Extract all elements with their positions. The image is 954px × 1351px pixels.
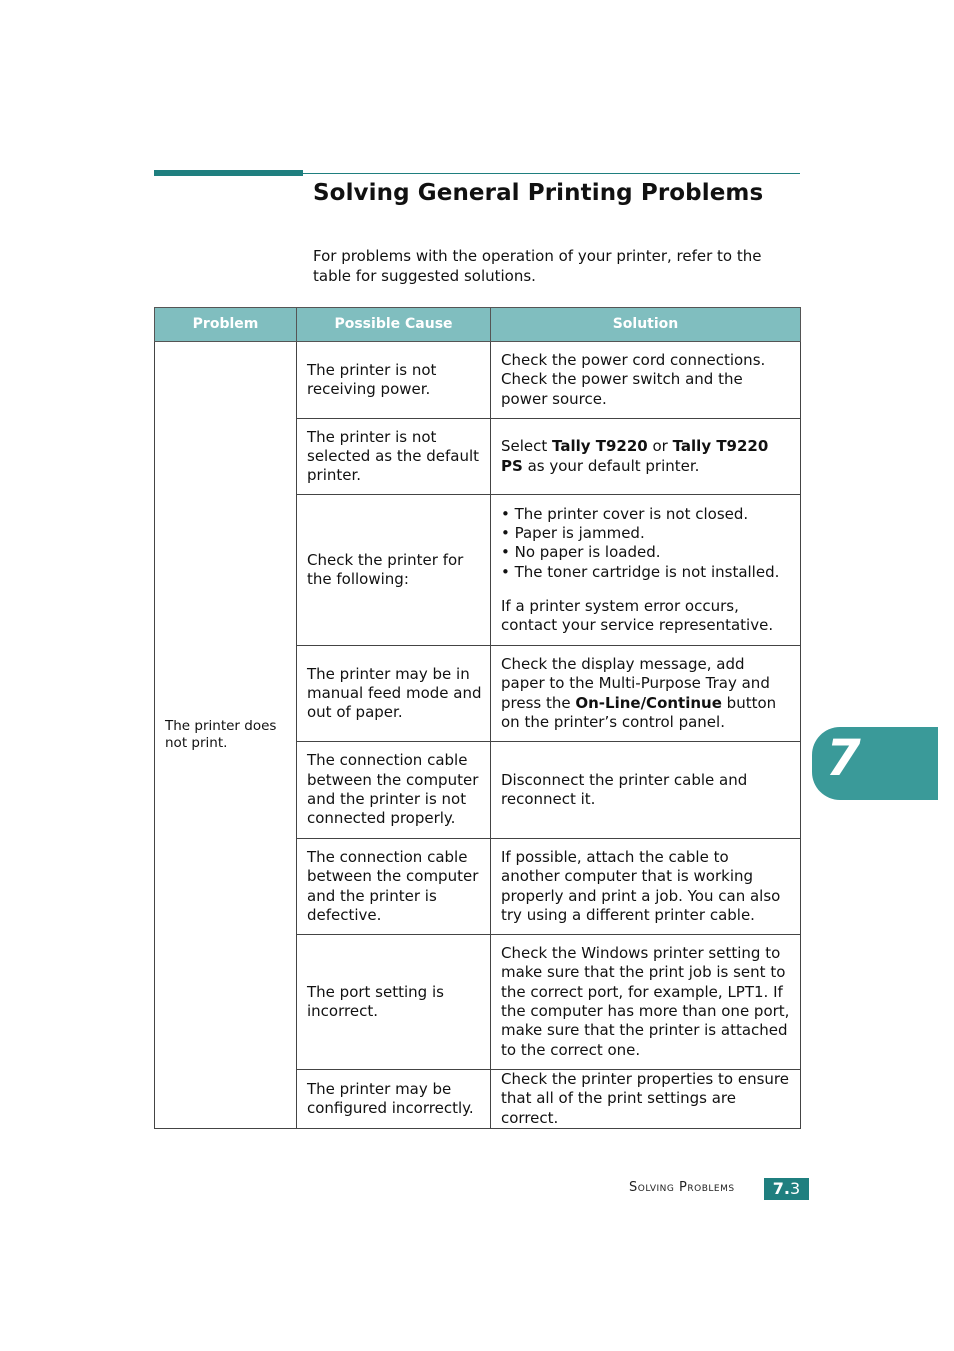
product-name: Tally T9220 PS <box>501 437 769 475</box>
cause-cell: The connection cable between the computer and the printer is not connected properly. <box>297 742 491 839</box>
table-header-row <box>155 308 801 342</box>
title-rule-thin <box>303 173 800 174</box>
page-minor: 3 <box>790 1179 801 1198</box>
chapter-tab <box>812 727 938 800</box>
intro-paragraph: For problems with the operation of your printer, refer to the table for suggested solutions. <box>313 247 762 285</box>
solution-text: or <box>647 437 673 456</box>
solution-note: If a printer system error occurs, contact your service representative. <box>501 596 774 635</box>
cause-cell: The printer is not selected as the default printer. <box>297 419 491 495</box>
bullet-item: • No paper is loaded. <box>501 543 661 562</box>
chapter-number: 7 <box>826 729 861 787</box>
header-possible-cause: Possible Cause <box>297 308 491 342</box>
footer-page-number <box>764 1178 809 1200</box>
troubleshooting-table <box>154 307 801 1129</box>
solution-text: Check the display message, add paper to the Multi-Purpose Tray and press the <box>501 654 770 712</box>
page-major: 7. <box>772 1179 791 1198</box>
solution-cell: Check the printer properties to ensure that all of the print settings are correct. <box>491 1070 801 1129</box>
button-name: On-Line/Continue <box>575 693 722 712</box>
solution-text: button on the printer’s control panel. <box>501 693 777 731</box>
cause-cell: The printer may be in manual feed mode and out of paper. <box>297 646 491 742</box>
cause-cell: The printer is not receiving power. <box>297 342 491 419</box>
solution-cell: If possible, attach the cable to another computer that is working properly and print a job. You can also try using a different printer cable. <box>491 839 801 935</box>
bullet-item: • The toner cartridge is not installed. <box>501 562 780 581</box>
cause-cell: The port setting is incorrect. <box>297 935 491 1070</box>
solution-cell: Disconnect the printer cable and reconnect it. <box>491 742 801 839</box>
page-title: Solving General Printing Problems <box>313 180 764 206</box>
header-problem: Problem <box>155 308 297 342</box>
solution-cell <box>491 419 801 495</box>
solution-text: Select <box>501 437 553 456</box>
footer-section-label: Solving Problems <box>629 1180 735 1195</box>
solution-cell <box>491 495 801 646</box>
problem-cell: The printer does not print. <box>155 342 297 1129</box>
product-name: Tally T9220 <box>552 437 648 456</box>
bullet-item: • Paper is jammed. <box>501 523 645 542</box>
table-row <box>155 342 801 419</box>
solution-cell <box>491 646 801 742</box>
header-solution: Solution <box>491 308 801 342</box>
cause-cell: Check the printer for the following: <box>297 495 491 646</box>
cause-cell: The connection cable between the computer and the printer is defective. <box>297 839 491 935</box>
bullet-item: • The printer cover is not closed. <box>501 504 749 523</box>
title-rule-thick <box>154 170 303 176</box>
solution-cell: Check the Windows printer setting to make sure that the print job is sent to the correct port, for example, LPT1. If the computer has more than one port, make sure that the printer is attached to the correct one. <box>491 935 801 1070</box>
solution-cell: Check the power cord connections. Check the power switch and the power source. <box>491 342 801 419</box>
cause-cell: The printer may be configured incorrectly. <box>297 1070 491 1129</box>
solution-text: as your default printer. <box>522 456 700 475</box>
